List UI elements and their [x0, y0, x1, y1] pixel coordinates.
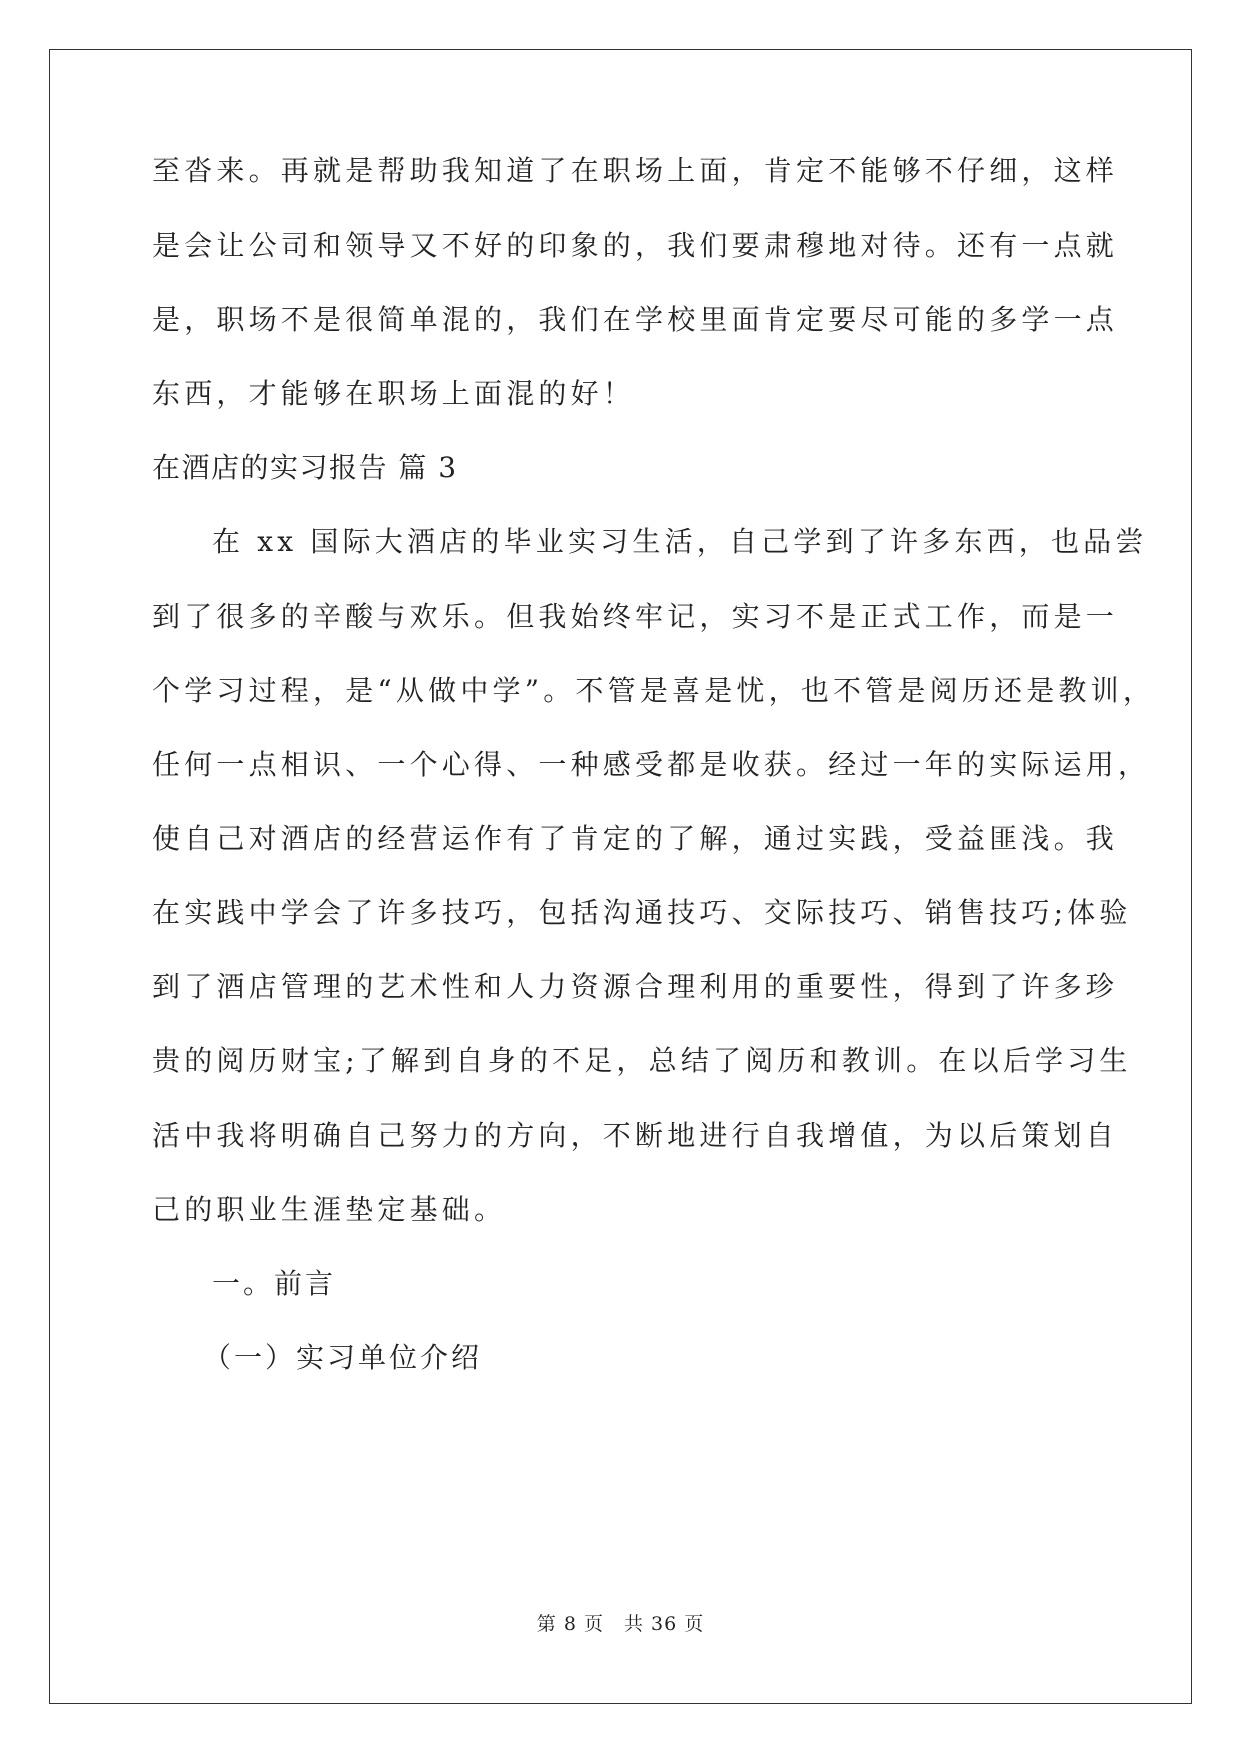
- body-line: 东西，才能够在职场上面混的好！: [152, 377, 636, 410]
- paragraph-line: 在 xx 国际大酒店的毕业实习生活，自己学到了许多东西，也品尝: [212, 525, 1148, 558]
- body-line: 至沓来。再就是帮助我知道了在职场上面，肯定不能够不仔细，这样: [152, 154, 1119, 187]
- paragraph-line: 在实践中学会了许多技巧，包括沟通技巧、交际技巧、销售技巧;体验: [152, 896, 1132, 929]
- section-title: 在酒店的实习报告 篇 3: [152, 451, 458, 484]
- paragraph-line: 个学习过程，是“从做中学”。不管是喜是忧，也不管是阅历还是教训，: [152, 674, 1156, 707]
- body-line: 是会让公司和领导又不好的印象的，我们要肃穆地对待。还有一点就: [152, 229, 1119, 262]
- body-line: 是，职场不是很简单混的，我们在学校里面肯定要尽可能的多学一点: [152, 303, 1119, 336]
- page-number-footer: 第 8 页 共 36 页: [536, 1613, 705, 1635]
- paragraph-line: 到了很多的辛酸与欢乐。但我始终牢记，实习不是正式工作，而是一: [152, 600, 1119, 633]
- page-border: [49, 49, 1192, 1704]
- heading-internship-unit: （一）实习单位介绍: [203, 1341, 483, 1374]
- paragraph-line: 活中我将明确自己努力的方向，不断地进行自我增值，为以后策划自: [152, 1119, 1119, 1152]
- heading-preface: 一。前言: [212, 1267, 337, 1300]
- paragraph-line: 到了酒店管理的艺术性和人力资源合理利用的重要性，得到了许多珍: [152, 970, 1119, 1003]
- paragraph-line: 贵的阅历财宝;了解到自身的不足，总结了阅历和教训。在以后学习生: [152, 1044, 1132, 1077]
- paragraph-line: 使自己对酒店的经营运作有了肯定的了解，通过实践，受益匪浅。我: [152, 822, 1119, 855]
- paragraph-line: 任何一点相识、一个心得、一种感受都是收获。经过一年的实际运用，: [152, 748, 1151, 781]
- paragraph-line: 己的职业生涯垫定基础。: [152, 1193, 507, 1226]
